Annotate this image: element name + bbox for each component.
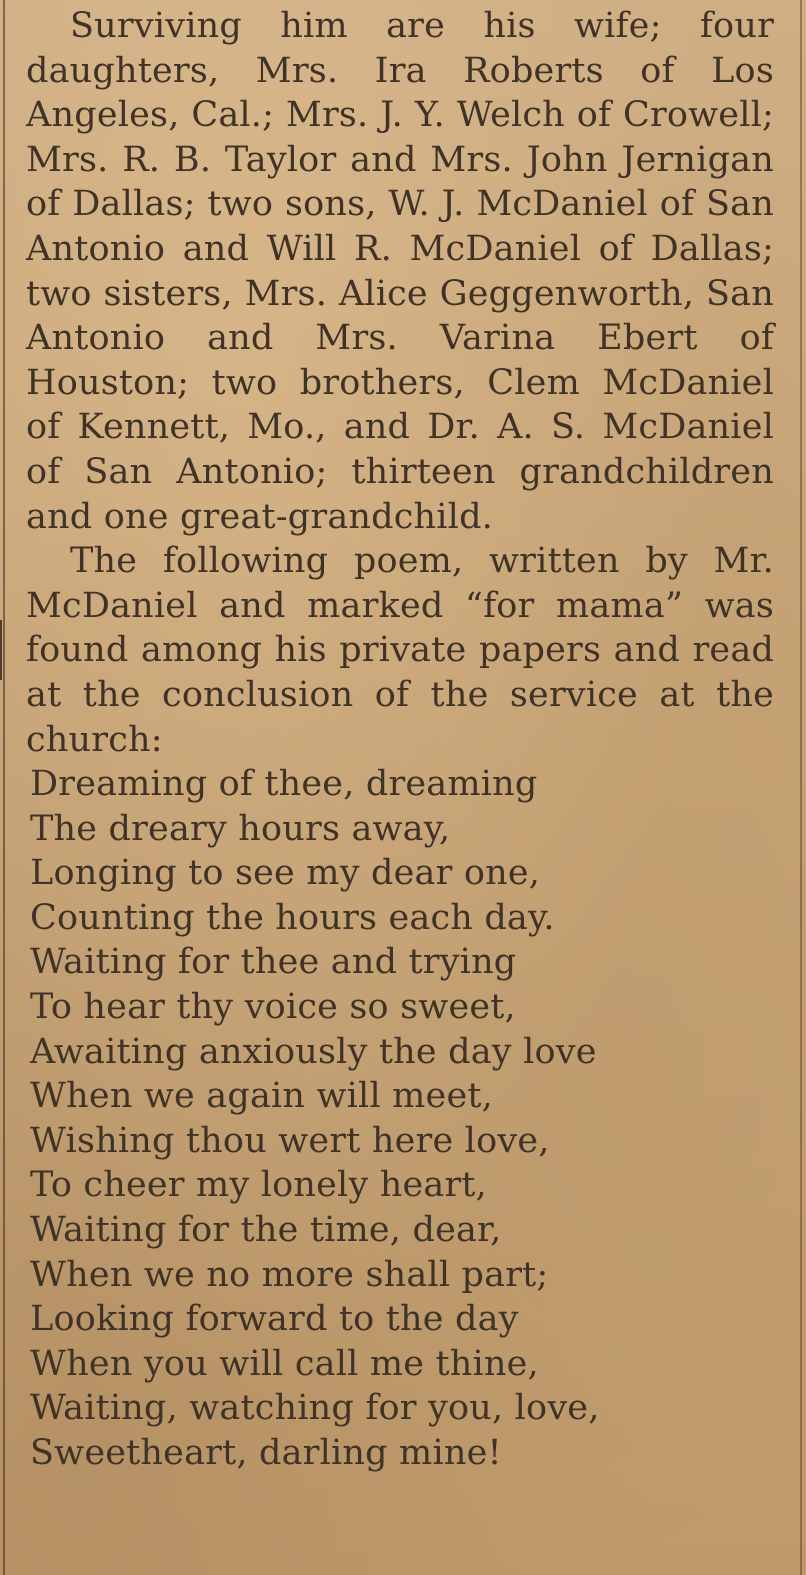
poem: [26, 762, 774, 1476]
poem-line: When we no more shall part;: [30, 1254, 549, 1295]
poem-line: Dreaming of thee, dreaming: [30, 764, 538, 805]
poem-line: Looking forward to the day: [30, 1299, 519, 1340]
poem-line: To cheer my lonely heart,: [30, 1165, 487, 1206]
poem-line: Longing to see my dear one,: [30, 853, 541, 894]
poem-line: Waiting, watching for you, love,: [30, 1388, 600, 1429]
poem-line: To hear thy voice so sweet,: [30, 987, 516, 1028]
poem-line: When we again will meet,: [30, 1076, 493, 1117]
poem-line: When you will call me thine,: [30, 1343, 539, 1384]
poem-line: Waiting for the time, dear,: [30, 1210, 502, 1251]
poem-line: Waiting for thee and trying: [30, 942, 517, 983]
column-rule-bracket: [0, 620, 10, 680]
column-rule-left: [3, 0, 5, 1575]
poem-line: Sweetheart, darling mine!: [30, 1433, 502, 1473]
poem-line: Awaiting anxiously the day love: [30, 1031, 597, 1072]
article-column: [26, 4, 774, 1476]
poem-line: Counting the hours each day.: [30, 897, 555, 938]
column-rule-right: [800, 0, 802, 1575]
poem-intro-paragraph: The following poem, written by Mr. McDaniel and marked “for mama” was found among his private papers and read at the conclusion of the service at the church:: [26, 541, 774, 760]
poem-line: Wishing thou wert here love,: [30, 1120, 550, 1161]
survivors-paragraph: Surviving him are his wife; four daughters, Mrs. Ira Roberts of Los Angeles, Cal.; Mrs. J. Y. Welch of Crowell; Mrs. R. B. Taylor and Mrs. John Jernigan of Dallas; two sons, W. J. McDaniel of San Antonio and Will R. McDaniel of Dallas; two sisters, Mrs. Alice Geggenworth, San Antonio and Mrs. Varina Ebert of Houston; two brothers, Clem McDaniel of Kennett, Mo., and Dr. A. S. McDaniel of San Antonio; thirteen grandchildren and one great-grandchild.: [26, 6, 774, 537]
poem-line: The dreary hours away,: [30, 808, 451, 849]
